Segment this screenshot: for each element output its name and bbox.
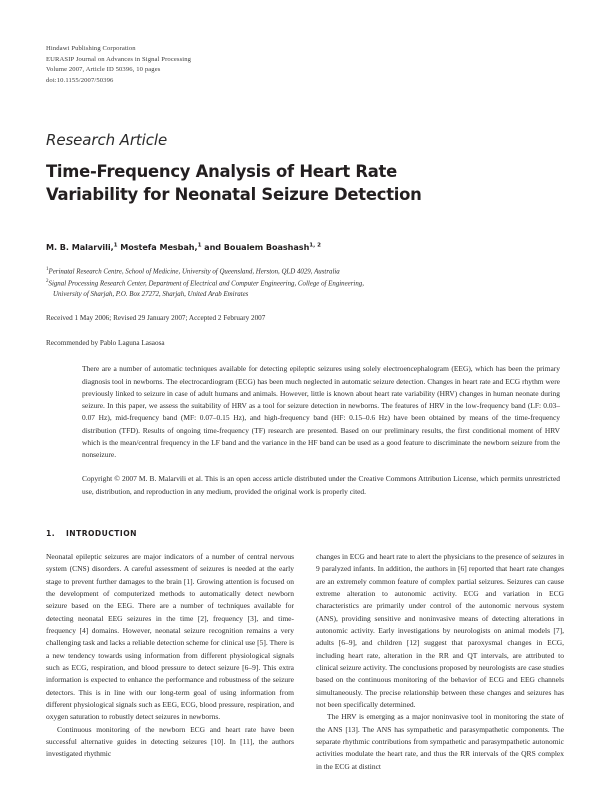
- copyright-notice: Copyright © 2007 M. B. Malarvili et al. This is an open access article distributed under the Creative Commons Attribution License, which permits unrestricted use, distribution, and reproduction in any medium, provided the original work is properly cited.: [82, 474, 560, 496]
- section-title: INTRODUCTION: [66, 528, 137, 538]
- affiliation-2-marker: 2: [46, 278, 49, 284]
- paragraph: Continuous monitoring of the newborn ECG and heart rate have been successful alternative guides in detecting seizures [10]. In [11], the authors investigated rhythmic: [46, 724, 294, 759]
- affiliation-2: [46, 278, 564, 289]
- section-heading-introduction: [46, 529, 564, 538]
- body-columns: [46, 551, 564, 773]
- author-1: M. B. Malarvili,: [46, 242, 114, 253]
- affiliation-2-continued: University of Sharjah, P.O. Box 27272, Sharjah, United Arab Emirates: [53, 291, 249, 299]
- journal-name: EURASIP Journal on Advances in Signal Processing: [46, 55, 192, 63]
- affiliation-1-text: Perinatal Research Centre, School of Medicine, University of Queensland, Herston, QLD 4029, Australia: [48, 268, 340, 276]
- body-column-left: [46, 551, 294, 773]
- author-2: Mostefa Mesbah,: [117, 242, 198, 253]
- affiliation-2-text: Signal Processing Research Center, Department of Electrical and Computer Engineering, College of Engineering,: [48, 280, 364, 288]
- affiliation-list: [46, 266, 564, 300]
- author-3-affiliation-marker: 1, 2: [309, 242, 321, 249]
- section-number: 1.: [46, 528, 56, 538]
- body-column-right: [316, 551, 564, 773]
- recommended-by: Recommended by Pablo Laguna Lasaosa: [46, 338, 165, 347]
- page-title: Time-Frequency Analysis of Heart Rate Variability for Neonatal Seizure Detection: [46, 161, 422, 204]
- author-3: and Boualem Boashash: [201, 242, 310, 253]
- abstract: There are a number of automatic techniques available for detecting epileptic seizures using solely electroencephalogram (EEG), which has been the primary diagnosis tool in newborns. The electrocardiogram (ECG) has been much neglected in automatic seizure detection. Changes in heart rate and ECG rhythm were previously linked to seizure in case of adult humans and animals. However, little is known about heart rate variability (HRV) changes in human neonate during seizure. In this paper, we assess the suitability of HRV as a tool for seizure detection in newborns. The features of HRV in the low-frequency band (LF: 0.03–0.07 Hz), mid-frequency band (MF: 0.07–0.15 Hz), and high-frequency band (HF: 0.15–0.6 Hz) have been obtained by means of the time-frequency distribution (TFD). Results of ongoing time-frequency (TF) research are presented. Based on our preliminary results, the first conditional moment of HRV which is the mean/central frequency in the LF band and the variance in the HF band can be used as a good feature to discriminate the newborn seizure from the nonseizure.: [82, 364, 560, 460]
- publisher-header: [46, 44, 564, 87]
- author-2-affiliation-marker: 1: [197, 242, 202, 249]
- author-list: [46, 242, 564, 252]
- affiliation-1-marker: 1: [46, 267, 49, 273]
- paragraph: The HRV is emerging as a major noninvasive tool in monitoring the state of the ANS [13]. The ANS has sympathetic and parasympathetic components. The separate rhythmic contributions from sympathetic and parasympathetic autonomic activities modulate the heart rate, and thus the RR intervals of the QRS complex in the ECG at distinct: [316, 712, 564, 771]
- volume-article-info: Volume 2007, Article ID 50396, 10 pages: [46, 66, 161, 74]
- article-type-kicker: Research Article: [46, 130, 168, 149]
- received-dates: Received 1 May 2006; Revised 29 January 2007; Accepted 2 February 2007: [46, 314, 266, 323]
- author-1-affiliation-marker: 1: [113, 242, 118, 249]
- doi: doi:10.1155/2007/50396: [46, 77, 114, 85]
- paragraph: Neonatal epileptic seizures are major indicators of a number of central nervous system (CNS) disorders. A careful assessment of seizures is needed at the early stage to prevent further damages to the brain [1]. Growing attention is focused on the development of computerized methods to automatically detect newborn seizure based on the EEG. There are a number of techniques available for detecting neonatal EEG seizures in the time [2], frequency [3], and time-frequency [4] domains. However, neonatal seizure recognition remains a very challenging task and lacks a reliable detection scheme for clinical use [5]. There is a new tendency towards using information from different physiological signals such as ECG, respiration, and blood pressure to detect seizure [6–9]. This extra information is expected to enhance the performance and robustness of the seizure detectors. This is in line with our long-term goal of using information from different physiological signals such as EEG, ECG, blood pressure, respiration, and oxygen saturation to robustly detect seizures in newborns.: [46, 551, 294, 722]
- paragraph: changes in ECG and heart rate to alert the physicians to the presence of seizures in 9 paralyzed infants. In addition, the authors in [6] reported that heart rate changes are an extremely common feature of complex partial seizures. Seizures can cause extreme alteration to autonomic activity. ECG and variation in ECG characteristics are primarily under control of the autonomic nervous system (ANS), providing sensitive and noninvasive means of detecting alterations in autonomic activity. Early investigations by neurologists on animal models [7], adults [6–9], and children [12] suggest that paroxysmal changes in ECG, including heart rate, alteration in the RR and QT intervals, are attributed to clinical seizure activity. The conclusions proposed by neurologists are case studies based on the continuous monitoring of the behavior of ECG and EEG channels simultaneously. The precise relationship between these changes and seizures has not been specifically determined.: [316, 551, 564, 709]
- publisher-name: Hindawi Publishing Corporation: [46, 45, 136, 52]
- affiliation-1: [46, 266, 564, 277]
